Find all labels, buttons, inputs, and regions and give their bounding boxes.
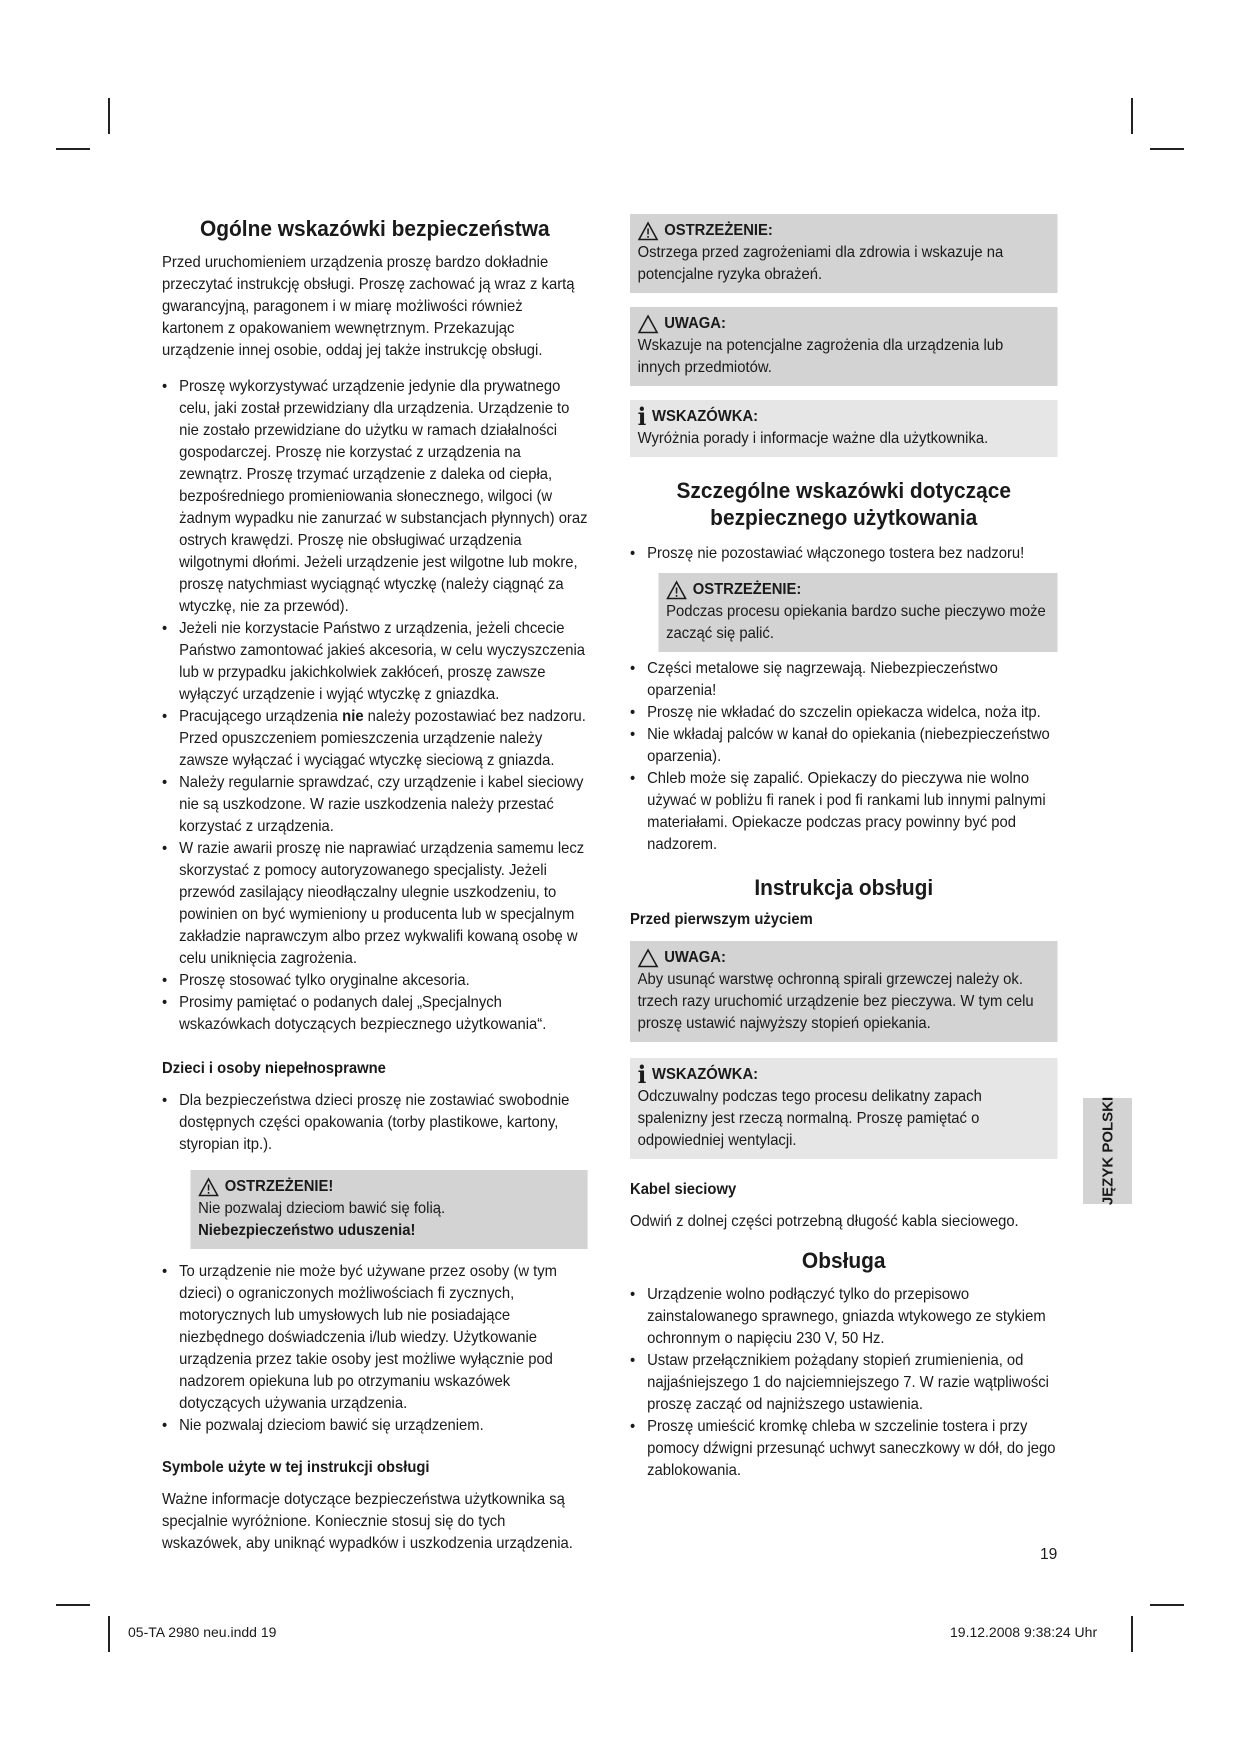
warning-bold-text: Niebezpieczeństwo uduszenia!: [198, 1222, 416, 1239]
crop-mark: [1131, 1616, 1133, 1652]
list-item: • Części metalowe się nagrzewają. Niebezpieczeństwo oparzenia!: [630, 658, 1058, 702]
box-title: UWAGA:: [664, 949, 726, 966]
list-item: • Proszę nie wkładać do szczelin opiekacza widelca, noża itp.: [630, 702, 1058, 724]
caution-legend-box: [630, 307, 1058, 386]
box-text: Wskazuje na potencjalne zagrożenia dla urządzenia lub innych przedmiotów.: [637, 337, 1004, 376]
list-item: • Należy regularnie sprawdzać, czy urządzenie i kabel sieciowy nie są uszkodzone. W razie uszkodzenia należy przestać korzystać z urządzenia.: [162, 772, 588, 838]
children-heading: Dzieci i osoby niepełnosprawne: [162, 1060, 386, 1077]
safety-list: [162, 376, 588, 1036]
language-tab-label: JĘZYK POLSKI: [1099, 1096, 1116, 1206]
symbols-heading: Symbole użyte w tej instrukcji obsługi: [162, 1459, 430, 1476]
list-item: • To urządzenie nie może być używane przez osoby (w tym dzieci) o ograniczonych możliwościach fi zycznych, motorycznych lub umysłowych lub nie posiadające niezbędnego doświadczenia i/lub wiedzy. Użytkowanie urządzenia przez takie osoby jest możliwe wyłącznie pod nadzorem opiekuna lub po otrzymaniu wskazówek dotyczących używania urządzenia.: [162, 1261, 588, 1415]
box-text: Ostrzega przed zagrożeniami dla zdrowia i wskazuje na potencjalne ryzyka obrażeń.: [637, 244, 1004, 283]
info-icon: i: [637, 1060, 647, 1089]
list-item: • Ustaw przełącznikiem pożądany stopień zrumienienia, od najjaśniejszego 1 do najciemniejszego 7. W razie wątpliwości proszę zacząć od najniższego ustawienia.: [630, 1350, 1058, 1416]
box-title: UWAGA:: [664, 315, 726, 332]
right-column: [630, 214, 1058, 1494]
special-list: [630, 543, 1058, 565]
list-item: • Nie wkładaj palców w kanał do opiekania (niebezpieczeństwo oparzenia).: [630, 724, 1058, 768]
page-number: 19: [1040, 1546, 1058, 1563]
warning-triangle-icon: [198, 1177, 219, 1197]
warning-legend-box: [630, 214, 1058, 293]
crop-mark: [1131, 98, 1133, 134]
list-item: • W razie awarii proszę nie naprawiać urządzenia samemu lecz skorzystać z pomocy autoryzowanego specjalisty. Jeżeli przewód zasilający nieodłączalny ulegnie uszkodzeniu, to powinien on być wymieniony u producenta lub w specjalnym zakładzie naprawczym albo przez wykwalifi kowaną osobę w celu uniknięcia zagrożenia.: [162, 838, 588, 970]
list-item: • Dla bezpieczeństwa dzieci proszę nie zostawiać swobodnie dostępnych części opakowania (torby plastikowe, kartony, styropian itp.).: [162, 1090, 588, 1156]
list-item: • Jeżeli nie korzystacie Państwo z urządzenia, jeżeli chcecie Państwo zamontować jakieś akcesoria, w celu wyczyszczenia lub w przypadku jakichkolwiek zakłóceń, proszę zawsze wyłączyć urządzenie i wyjąć wtyczkę z gniazdka.: [162, 618, 588, 706]
first-use-heading: Przed pierwszym użyciem: [630, 911, 813, 928]
children-list: [162, 1090, 588, 1156]
safety-heading: Ogólne wskazówki bezpieczeństwa: [200, 216, 550, 241]
crop-mark: [1150, 1604, 1184, 1606]
footer-left: 05-TA 2980 neu.indd 19: [128, 1624, 277, 1640]
warning-text: Nie pozwalaj dzieciom bawić się folią.: [198, 1200, 446, 1217]
symbols-text: Ważne informacje dotyczące bezpieczeństwa użytkownika są specjalnie wyróżnione. Koniecznie stosuj się do tych wskazówek, aby uniknąć wypadków i uszkodzenia urządzenia.: [162, 1491, 573, 1552]
special-heading: Szczególne wskazówki dotyczące bezpiecznego użytkowania: [676, 478, 1012, 530]
warning-triangle-icon: [638, 221, 659, 241]
usage-heading: Obsługa: [801, 1248, 886, 1273]
footer-right: 19.12.2008 9:38:24 Uhr: [950, 1624, 1098, 1640]
box-text: Wyróżnia porady i informacje ważne dla użytkownika.: [637, 430, 989, 447]
child-warning-box: [191, 1170, 588, 1249]
instructions-heading: Instrukcja obsługi: [754, 875, 934, 900]
special-warning-box: [659, 573, 1058, 652]
note-legend-box: [630, 400, 1058, 457]
box-title: WSKAZÓWKA:: [651, 408, 759, 425]
first-use-caution-box: [630, 941, 1058, 1042]
list-item: • Pracującego urządzenia nie należy pozostawiać bez nadzoru. Przed opuszczeniem pomieszczenia urządzenie należy zawsze wyłączać i wyciągać wtyczkę sieciową z gniazda.: [162, 706, 588, 772]
box-text: Odczuwalny podczas tego procesu delikatny zapach spalenizny jest rzeczą normalną. Proszę pamiętać o odpowiedniej wentylacji.: [637, 1088, 982, 1149]
usage-list: [630, 1284, 1058, 1482]
list-item: • Chleb może się zapalić. Opiekaczy do pieczywa nie wolno używać w pobliżu fi ranek i pod fi rankami lub innymi palnymi materiałami. Opiekacze podczas pracy powinny być pod nadzorem.: [630, 768, 1058, 856]
list-item: • Proszę wykorzystywać urządzenie jedynie dla prywatnego celu, jaki został przewidziany dla urządzenia. Urządzenie to nie zostało przewidziane do użytku w ramach działalności gospodarczej. Proszę nie korzystać z urządzenia na zewnątrz. Proszę trzymać urządzenie z daleka od ciepła, bezpośredniego promieniowania słonecznego, wilgoci (w żadnym wypadku nie zanurzać w substancjach płynnych) oraz ostrych krawędzi. Proszę nie obsługiwać urządzenia wilgotnymi dłońmi. Jeżeli urządzenie jest wilgotne lub mokre, proszę natychmiast wyciągnąć wtyczkę (należy ciągnąć za wtyczkę, nie za przewód).: [162, 376, 588, 618]
info-icon: i: [637, 402, 647, 431]
children-list-2: [162, 1261, 588, 1437]
safety-intro: Przed uruchomieniem urządzenia proszę bardzo dokładnie przeczytać instrukcję obsługi. Proszę zachować ją wraz z kartą gwarancyjną, paragonem i w miarę możliwości również kartonem z opakowaniem wewnętrznym. Przekazując urządzenie innej osobie, oddaj jej także instrukcję obsługi.: [162, 254, 575, 359]
list-item: • Nie pozwalaj dzieciom bawić się urządzeniem.: [162, 1415, 588, 1437]
left-column: [162, 205, 588, 1569]
crop-mark: [56, 148, 90, 150]
crop-mark: [108, 1616, 110, 1652]
caution-triangle-icon: [638, 314, 659, 334]
crop-mark: [1150, 148, 1184, 150]
box-title: OSTRZEŻENIE:: [692, 581, 802, 598]
warning-triangle-icon: [666, 580, 687, 600]
crop-mark: [108, 98, 110, 134]
warning-title: OSTRZEŻENIE!: [198, 1176, 580, 1198]
box-text: Aby usunąć warstwę ochronną spirali grzewczej należy ok. trzech razy uruchomić urządzenie bez pieczywa. W tym celu proszę ustawić najwyższy stopień opiekania.: [637, 971, 1034, 1032]
special-list-2: [630, 658, 1058, 856]
box-title: WSKAZÓWKA:: [651, 1066, 759, 1083]
crop-mark: [56, 1604, 90, 1606]
box-title: OSTRZEŻENIE:: [664, 222, 773, 239]
list-item: • Prosimy pamiętać o podanych dalej „Specjalnych wskazówkach dotyczących bezpiecznego użytkowania“.: [162, 992, 588, 1036]
list-item: • Urządzenie wolno podłączyć tylko do przepisowo zainstalowanego sprawnego, gniazda wtykowego ze stykiem ochronnym o napięciu 230 V, 50 Hz.: [630, 1284, 1058, 1350]
cable-text: Odwiń z dolnej części potrzebną długość kabla sieciowego.: [630, 1213, 1019, 1230]
box-text: Podczas procesu opiekania bardzo suche pieczywo może zacząć się palić.: [666, 603, 1046, 642]
first-use-note-box: [630, 1058, 1058, 1159]
language-tab: [1083, 1098, 1132, 1204]
list-item: • Proszę umieścić kromkę chleba w szczelinie tostera i przy pomocy dźwigni przesunąć uchwyt saneczkowy w dół, do jego zablokowania.: [630, 1416, 1058, 1482]
cable-heading: Kabel sieciowy: [630, 1181, 737, 1198]
list-item: • Proszę nie pozostawiać włączonego tostera bez nadzoru!: [630, 543, 1058, 565]
list-item: • Proszę stosować tylko oryginalne akcesoria.: [162, 970, 588, 992]
caution-triangle-icon: [638, 948, 659, 968]
